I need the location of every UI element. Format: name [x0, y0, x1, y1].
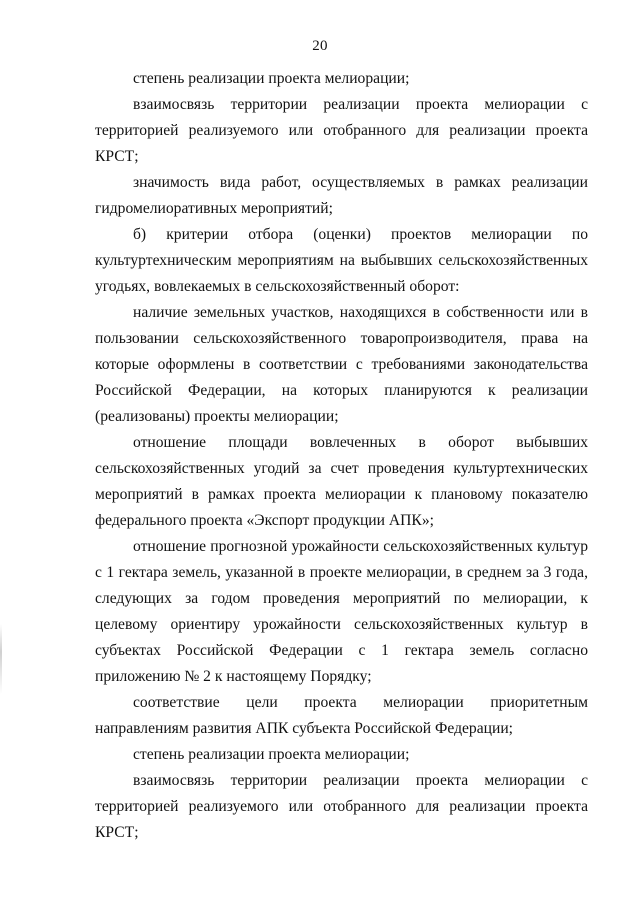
paragraph-1: степень реализации проекта мелиорации;: [133, 70, 410, 87]
paragraph-10: взаимосвязь территории реализации проекта мелиорации с территорией реализуемого или отобранного для реализации проекта КРСТ;: [95, 772, 588, 841]
paragraph-8: соответствие цели проекта мелиорации приоритетным направлениям развития АПК субъекта Российской Федерации;: [95, 694, 588, 737]
document-body: [95, 66, 588, 846]
page-number: 20: [312, 38, 328, 54]
scan-edge-mark: [0, 624, 2, 694]
paragraph-7: отношение прогнозной урожайности сельскохозяйственных культур с 1 гектара земель, указанной в проекте мелиорации, в среднем за 3 года, следующих за годом проведения мероприятий по мелиорации, к целевому ориентиру урожайности сельскохозяйственных культур в субъектах Российской Федерации с 1 гектара земель согласно приложению № 2 к настоящему Порядку;: [95, 538, 588, 685]
paragraph-2: взаимосвязь территории реализации проекта мелиорации с территорией реализуемого или отобранного для реализации проекта КРСТ;: [95, 96, 588, 165]
paragraph-6: отношение площади вовлеченных в оборот выбывших сельскохозяйственных угодий за счет проведения культуртехнических мероприятий в рамках проекта мелиорации к плановому показателю федерального проекта «Экспорт продукции АПК»;: [95, 434, 588, 529]
paragraph-3: значимость вида работ, осуществляемых в рамках реализации гидромелиоративных мероприятий;: [95, 174, 588, 217]
paragraph-9: степень реализации проекта мелиорации;: [133, 746, 410, 763]
paragraph-4: б) критерии отбора (оценки) проектов мелиорации по культуртехническим мероприятиям на выбывших сельскохозяйственных угодьях, вовлекаемых в сельскохозяйственный оборот:: [95, 226, 588, 295]
paragraph-5: наличие земельных участков, находящихся в собственности или в пользовании сельскохозяйственного товаропроизводителя, права на которые оформлены в соответствии с требованиями законодательства Российской Федерации, на которых планируются к реализации (реализованы) проекты мелиорации;: [95, 304, 588, 425]
